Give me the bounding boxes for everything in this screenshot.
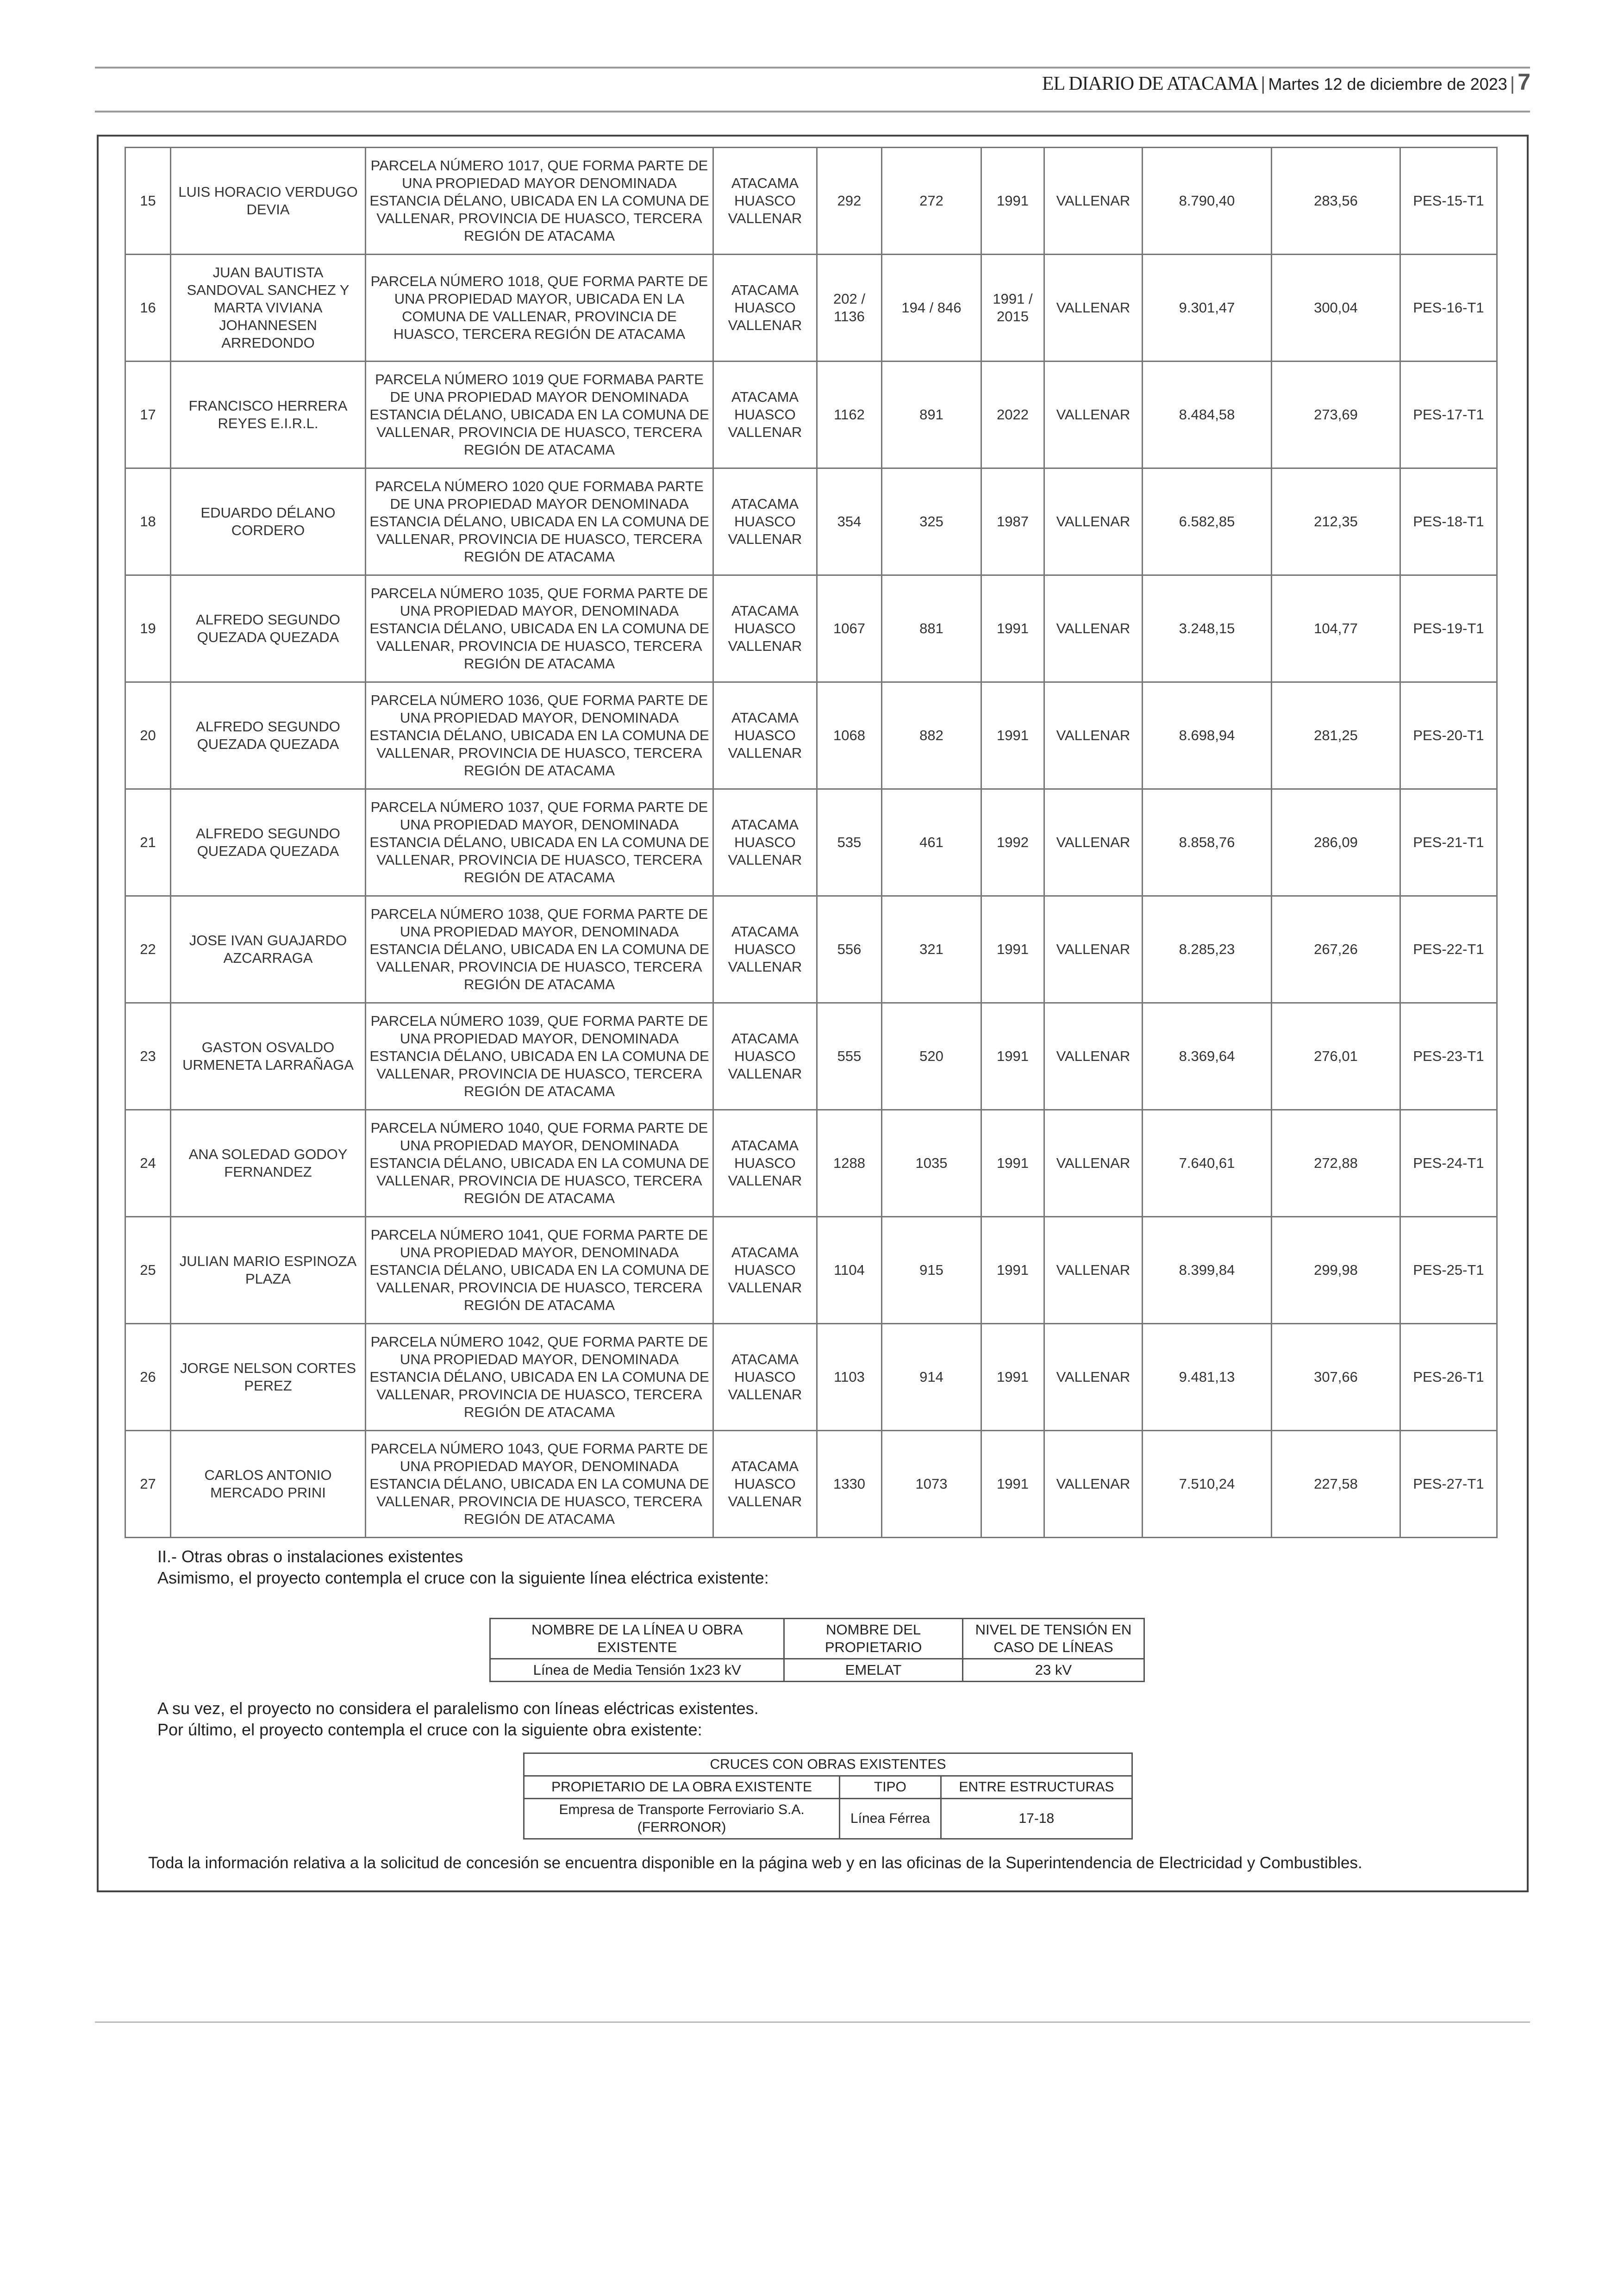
bottom-rule [95,2021,1530,2023]
year: 1991 [981,1324,1044,1431]
inscription-number: 461 [882,789,981,896]
crossings-title: CRUCES CON OBRAS EXISTENTES [524,1753,1132,1776]
parcel-description: PARCELA NÚMERO 1018, QUE FORMA PARTE DE UNA PROPIEDAD MAYOR, UBICADA EN LA COMUNA DE VALLENAR, PROVINCIA DE HUASCO, TERCERA REGIÓN DE ATACAMA [366,255,713,362]
area: 9.301,47 [1143,255,1272,362]
inscription-number: 1035 [882,1110,981,1217]
registry: VALLENAR [1044,362,1143,468]
registry: VALLENAR [1044,1324,1143,1431]
parcel-description: PARCELA NÚMERO 1042, QUE FORMA PARTE DE UNA PROPIEDAD MAYOR, DENOMINADA ESTANCIA DÉLANO, UBICADA EN LA COMUNA DE VALLENAR, PROVINCIA DE HUASCO, TERCERA REGIÓN DE ATACAMA [366,1324,713,1431]
registry: VALLENAR [1044,1431,1143,1538]
inscription-number: 325 [882,468,981,575]
crossing-owner: Empresa de Transporte Ferroviario S.A. (FERRONOR) [524,1799,840,1839]
location: ATACAMA HUASCO VALLENAR [713,362,817,468]
row-number: 24 [125,1110,171,1217]
structure-code: PES-21-T1 [1400,789,1497,896]
table-row [125,1324,1497,1431]
length: 273,69 [1272,362,1400,468]
structure-code: PES-27-T1 [1400,1431,1497,1538]
table-row [125,1110,1497,1217]
length: 299,98 [1272,1217,1400,1324]
owner-name: ALFREDO SEGUNDO QUEZADA QUEZADA [171,789,366,896]
year: 1987 [981,468,1044,575]
structure-code: PES-26-T1 [1400,1324,1497,1431]
area: 9.481,13 [1143,1324,1272,1431]
owner-name: JORGE NELSON CORTES PEREZ [171,1324,366,1431]
structure-code: PES-18-T1 [1400,468,1497,575]
fojas: 556 [817,896,882,1003]
owner-name: CARLOS ANTONIO MERCADO PRINI [171,1431,366,1538]
year: 1991 [981,1110,1044,1217]
location: ATACAMA HUASCO VALLENAR [713,1324,817,1431]
location: ATACAMA HUASCO VALLENAR [713,148,817,255]
issue-date: Martes 12 de diciembre de 2023 [1268,75,1507,94]
year: 1992 [981,789,1044,896]
row-number: 26 [125,1324,171,1431]
fojas: 202 / 1136 [817,255,882,362]
year: 1991 [981,1217,1044,1324]
location: ATACAMA HUASCO VALLENAR [713,255,817,362]
owner-name: JUAN BAUTISTA SANDOVAL SANCHEZ Y MARTA VIVIANA JOHANNESEN ARREDONDO [171,255,366,362]
owner-name: EDUARDO DÉLANO CORDERO [171,468,366,575]
header-cell: NIVEL DE TENSIÓN EN CASO DE LÍNEAS [962,1619,1144,1659]
inscription-number: 881 [882,575,981,682]
row-number: 21 [125,789,171,896]
year: 1991 [981,896,1044,1003]
location: ATACAMA HUASCO VALLENAR [713,682,817,789]
table-row [125,362,1497,468]
owner-name: ALFREDO SEGUNDO QUEZADA QUEZADA [171,682,366,789]
year: 1991 [981,148,1044,255]
fojas: 354 [817,468,882,575]
inscription-number: 891 [882,362,981,468]
year: 1991 [981,575,1044,682]
parcel-description: PARCELA NÚMERO 1043, QUE FORMA PARTE DE UNA PROPIEDAD MAYOR, DENOMINADA ESTANCIA DÉLANO, UBICADA EN LA COMUNA DE VALLENAR, PROVINCIA DE HUASCO, TERCERA REGIÓN DE ATACAMA [366,1431,713,1538]
properties-table [125,147,1498,1538]
section-title: II.- Otras obras o instalaciones existentes [157,1547,463,1566]
owner-name: GASTON OSVALDO URMENETA LARRAÑAGA [171,1003,366,1110]
fojas: 555 [817,1003,882,1110]
structure-code: PES-24-T1 [1400,1110,1497,1217]
area: 8.790,40 [1143,148,1272,255]
fojas: 535 [817,789,882,896]
parcel-description: PARCELA NÚMERO 1017, QUE FORMA PARTE DE UNA PROPIEDAD MAYOR DENOMINADA ESTANCIA DÉLANO, UBICADA EN LA COMUNA DE VALLENAR, PROVINCIA DE HUASCO, TERCERA REGIÓN DE ATACAMA [366,148,713,255]
parcel-description: PARCELA NÚMERO 1039, QUE FORMA PARTE DE UNA PROPIEDAD MAYOR, DENOMINADA ESTANCIA DÉLANO, UBICADA EN LA COMUNA DE VALLENAR, PROVINCIA DE HUASCO, TERCERA REGIÓN DE ATACAMA [366,1003,713,1110]
inscription-number: 914 [882,1324,981,1431]
location: ATACAMA HUASCO VALLENAR [713,1003,817,1110]
length: 283,56 [1272,148,1400,255]
owner-name: JULIAN MARIO ESPINOZA PLAZA [171,1217,366,1324]
fojas: 292 [817,148,882,255]
owner-name: FRANCISCO HERRERA REYES E.I.R.L. [171,362,366,468]
row-number: 23 [125,1003,171,1110]
area: 3.248,15 [1143,575,1272,682]
table-row [125,1431,1497,1538]
length: 286,09 [1272,789,1400,896]
length: 212,35 [1272,468,1400,575]
footer-note: Toda la información relativa a la solicitud de concesión se encuentra disponible en la página web y en las oficinas de la Superintendencia de Electricidad y Combustibles. [148,1854,1362,1872]
length: 276,01 [1272,1003,1400,1110]
parcel-description: PARCELA NÚMERO 1037, QUE FORMA PARTE DE UNA PROPIEDAD MAYOR, DENOMINADA ESTANCIA DÉLANO, UBICADA EN LA COMUNA DE VALLENAR, PROVINCIA DE HUASCO, TERCERA REGIÓN DE ATACAMA [366,789,713,896]
inscription-number: 1073 [882,1431,981,1538]
table-row [125,575,1497,682]
structure-code: PES-15-T1 [1400,148,1497,255]
fojas: 1104 [817,1217,882,1324]
length: 104,77 [1272,575,1400,682]
year: 1991 / 2015 [981,255,1044,362]
header-cell: NOMBRE DEL PROPIETARIO [784,1619,962,1659]
table-row [125,682,1497,789]
registry: VALLENAR [1044,682,1143,789]
structure-code: PES-19-T1 [1400,575,1497,682]
fojas: 1103 [817,1324,882,1431]
line-voltage: 23 kV [962,1659,1144,1682]
structure-code: PES-23-T1 [1400,1003,1497,1110]
inscription-number: 915 [882,1217,981,1324]
line-owner: EMELAT [784,1659,962,1682]
registry: VALLENAR [1044,1110,1143,1217]
length: 281,25 [1272,682,1400,789]
owner-name: JOSE IVAN GUAJARDO AZCARRAGA [171,896,366,1003]
table-row [125,148,1497,255]
header-cell: ENTRE ESTRUCTURAS [941,1776,1132,1799]
masthead: EL DIARIO DE ATACAMA | Martes 12 de diciembre de 2023 | 7 [1042,69,1530,95]
inscription-number: 520 [882,1003,981,1110]
table-row [125,896,1497,1003]
parcel-description: PARCELA NÚMERO 1041, QUE FORMA PARTE DE UNA PROPIEDAD MAYOR, DENOMINADA ESTANCIA DÉLANO, UBICADA EN LA COMUNA DE VALLENAR, PROVINCIA DE HUASCO, TERCERA REGIÓN DE ATACAMA [366,1217,713,1324]
inscription-number: 194 / 846 [882,255,981,362]
parcel-description: PARCELA NÚMERO 1019 QUE FORMABA PARTE DE UNA PROPIEDAD MAYOR DENOMINADA ESTANCIA DÉLANO, UBICADA EN LA COMUNA DE VALLENAR, PROVINCIA DE HUASCO, TERCERA REGIÓN DE ATACAMA [366,362,713,468]
parcel-description: PARCELA NÚMERO 1038, QUE FORMA PARTE DE UNA PROPIEDAD MAYOR, DENOMINADA ESTANCIA DÉLANO, UBICADA EN LA COMUNA DE VALLENAR, PROVINCIA DE HUASCO, TERCERA REGIÓN DE ATACAMA [366,896,713,1003]
crossings-table [523,1752,1133,1840]
parcel-description: PARCELA NÚMERO 1035, QUE FORMA PARTE DE UNA PROPIEDAD MAYOR, DENOMINADA ESTANCIA DÉLANO, UBICADA EN LA COMUNA DE VALLENAR, PROVINCIA DE HUASCO, TERCERA REGIÓN DE ATACAMA [366,575,713,682]
area: 8.285,23 [1143,896,1272,1003]
row-number: 27 [125,1431,171,1538]
registry: VALLENAR [1044,468,1143,575]
fojas: 1162 [817,362,882,468]
fojas: 1288 [817,1110,882,1217]
table-row [490,1659,1144,1682]
area: 6.582,85 [1143,468,1272,575]
location: ATACAMA HUASCO VALLENAR [713,468,817,575]
inscription-number: 272 [882,148,981,255]
area: 8.369,64 [1143,1003,1272,1110]
location: ATACAMA HUASCO VALLENAR [713,789,817,896]
registry: VALLENAR [1044,1003,1143,1110]
fojas: 1330 [817,1431,882,1538]
structure-code: PES-17-T1 [1400,362,1497,468]
owner-name: LUIS HORACIO VERDUGO DEVIA [171,148,366,255]
location: ATACAMA HUASCO VALLENAR [713,1217,817,1324]
parallel-text: A su vez, el proyecto no considera el paralelismo con líneas eléctricas existentes. [157,1699,759,1718]
structure-code: PES-25-T1 [1400,1217,1497,1324]
newspaper-name: EL DIARIO DE ATACAMA [1042,73,1258,94]
row-number: 15 [125,148,171,255]
length: 272,88 [1272,1110,1400,1217]
registry: VALLENAR [1044,1217,1143,1324]
registry: VALLENAR [1044,255,1143,362]
line-name: Línea de Media Tensión 1x23 kV [490,1659,784,1682]
page-number: 7 [1518,69,1530,95]
area: 8.858,76 [1143,789,1272,896]
structure-code: PES-16-T1 [1400,255,1497,362]
year: 1991 [981,1003,1044,1110]
location: ATACAMA HUASCO VALLENAR [713,1110,817,1217]
registry: VALLENAR [1044,789,1143,896]
row-number: 20 [125,682,171,789]
table-row [125,255,1497,362]
table-row [125,1217,1497,1324]
fojas: 1067 [817,575,882,682]
parcel-description: PARCELA NÚMERO 1036, QUE FORMA PARTE DE UNA PROPIEDAD MAYOR, DENOMINADA ESTANCIA DÉLANO, UBICADA EN LA COMUNA DE VALLENAR, PROVINCIA DE HUASCO, TERCERA REGIÓN DE ATACAMA [366,682,713,789]
crossing-text: Por último, el proyecto contempla el cruce con la siguiente obra existente: [157,1720,702,1739]
length: 300,04 [1272,255,1400,362]
table-header-row [524,1776,1132,1799]
year: 2022 [981,362,1044,468]
registry: VALLENAR [1044,896,1143,1003]
location: ATACAMA HUASCO VALLENAR [713,1431,817,1538]
structure-code: PES-20-T1 [1400,682,1497,789]
row-number: 17 [125,362,171,468]
header-cell: PROPIETARIO DE LA OBRA EXISTENTE [524,1776,840,1799]
area: 8.698,94 [1143,682,1272,789]
header-bottom-rule [95,111,1530,112]
length: 267,26 [1272,896,1400,1003]
year: 1991 [981,1431,1044,1538]
inscription-number: 882 [882,682,981,789]
table-row [524,1799,1132,1839]
owner-name: ANA SOLEDAD GODOY FERNANDEZ [171,1110,366,1217]
length: 227,58 [1272,1431,1400,1538]
registry: VALLENAR [1044,148,1143,255]
length: 307,66 [1272,1324,1400,1431]
fojas: 1068 [817,682,882,789]
row-number: 19 [125,575,171,682]
inscription-number: 321 [882,896,981,1003]
parcel-description: PARCELA NÚMERO 1020 QUE FORMABA PARTE DE UNA PROPIEDAD MAYOR DENOMINADA ESTANCIA DÉLANO, UBICADA EN LA COMUNA DE VALLENAR, PROVINCIA DE HUASCO, TERCERA REGIÓN DE ATACAMA [366,468,713,575]
crossing-type: Línea Férrea [840,1799,941,1839]
year: 1991 [981,682,1044,789]
row-number: 22 [125,896,171,1003]
header-cell: NOMBRE DE LA LÍNEA U OBRA EXISTENTE [490,1619,784,1659]
row-number: 16 [125,255,171,362]
area: 8.399,84 [1143,1217,1272,1324]
owner-name: ALFREDO SEGUNDO QUEZADA QUEZADA [171,575,366,682]
area: 7.640,61 [1143,1110,1272,1217]
table-row [125,1003,1497,1110]
header-cell: TIPO [840,1776,941,1799]
existing-lines-table [489,1618,1145,1682]
table-row [125,468,1497,575]
crossing-structures: 17-18 [941,1799,1132,1839]
section-intro: Asimismo, el proyecto contempla el cruce con la siguiente línea eléctrica existente: [157,1568,769,1587]
table-header-row [490,1619,1144,1659]
table-row [125,789,1497,896]
row-number: 25 [125,1217,171,1324]
registry: VALLENAR [1044,575,1143,682]
row-number: 18 [125,468,171,575]
structure-code: PES-22-T1 [1400,896,1497,1003]
location: ATACAMA HUASCO VALLENAR [713,575,817,682]
parcel-description: PARCELA NÚMERO 1040, QUE FORMA PARTE DE UNA PROPIEDAD MAYOR, DENOMINADA ESTANCIA DÉLANO, UBICADA EN LA COMUNA DE VALLENAR, PROVINCIA DE HUASCO, TERCERA REGIÓN DE ATACAMA [366,1110,713,1217]
area: 8.484,58 [1143,362,1272,468]
location: ATACAMA HUASCO VALLENAR [713,896,817,1003]
area: 7.510,24 [1143,1431,1272,1538]
